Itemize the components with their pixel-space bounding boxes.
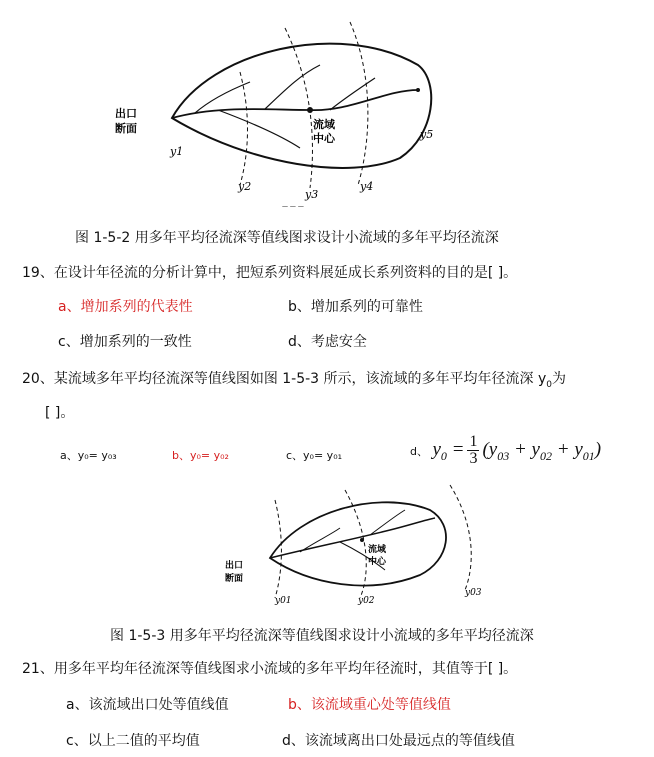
main-channel-2 <box>270 518 435 558</box>
q19-option-a[interactable]: a、增加系列的代表性 <box>58 299 193 315</box>
q21-stem: 21、用多年平均年径流深等值线图求小流域的多年平均年径流时，其值等于[ ]。 <box>22 661 518 677</box>
basin-outline <box>172 44 434 168</box>
y1-label: y1 <box>170 145 184 158</box>
q21-option-a[interactable]: a、该流域出口处等值线值 <box>66 697 229 713</box>
outlet2-label-1: 出口 <box>225 561 244 571</box>
isoline-y03 <box>450 485 471 590</box>
q21-option-d[interactable]: d、该流域离出口处最远点的等值线值 <box>282 733 515 749</box>
q21-option-c[interactable]: c、以上二值的平均值 <box>66 733 200 749</box>
figure-1-5-3 <box>220 480 490 610</box>
q20-formula: $y_0$ = $\frac{1}{3}$ $(y_{03} + y_{02} + y_{01})$ <box>432 433 602 467</box>
outlet-label-1: 出口 <box>115 107 137 120</box>
q19-option-d[interactable]: d、考虑安全 <box>288 334 367 350</box>
q19-option-c[interactable]: c、增加系列的一致性 <box>58 334 192 350</box>
y3-label: y3 <box>305 188 319 201</box>
q20-option-d[interactable]: d、 $y_0$ = $\frac{1}{3}$ $(y_{03} + y_{02} + y_{01})$ <box>410 433 602 467</box>
q20-option-b[interactable]: b、y₀= y₀₂ <box>172 449 229 462</box>
scale-mark: — — — <box>282 203 304 210</box>
center2-label-2: 中心 <box>368 557 387 567</box>
basin-outline-2 <box>270 502 446 585</box>
figure-1-5-2-caption: 图 1-5-2 用多年平均径流深等值线图求设计小流域的多年平均径流深 <box>75 230 499 246</box>
center-label-1: 流域 <box>313 118 335 131</box>
isoline-y2 <box>240 72 248 185</box>
q20-stem: 20、某流域多年平均径流深等值线图如图 1-5-3 所示，该流域的多年平均年径流深 $y_0$为 <box>22 371 567 390</box>
q20-option-a[interactable]: a、y₀= y₀₃ <box>60 449 117 462</box>
q20-bracket: [ ]。 <box>45 405 75 421</box>
q21-option-b[interactable]: b、该流域重心处等值线值 <box>288 697 451 713</box>
y4-label: y4 <box>360 180 374 193</box>
figure-1-5-2 <box>100 10 480 210</box>
center-label-2: 中心 <box>313 132 335 145</box>
q20-option-c[interactable]: c、y₀= y₀₁ <box>286 449 343 462</box>
outlet-label-2: 断面 <box>115 122 137 135</box>
y03-label: y03 <box>465 588 482 598</box>
y2-label: y2 <box>238 180 252 193</box>
outlet2-label-2: 断面 <box>225 574 244 584</box>
y5-label: y5 <box>420 128 434 141</box>
q19-stem: 19、在设计年径流的分析计算中，把短系列资料展延成长系列资料的目的是[ ]。 <box>22 265 518 281</box>
y02-label: y02 <box>358 596 375 606</box>
figure-1-5-3-caption: 图 1-5-3 用多年平均径流深等值线图求设计小流域的多年平均径流深 <box>110 628 534 644</box>
q19-option-b[interactable]: b、增加系列的可靠性 <box>288 299 423 315</box>
y01-label: y01 <box>275 596 292 606</box>
center2-label-1: 流域 <box>368 545 387 555</box>
main-channel <box>172 90 418 118</box>
